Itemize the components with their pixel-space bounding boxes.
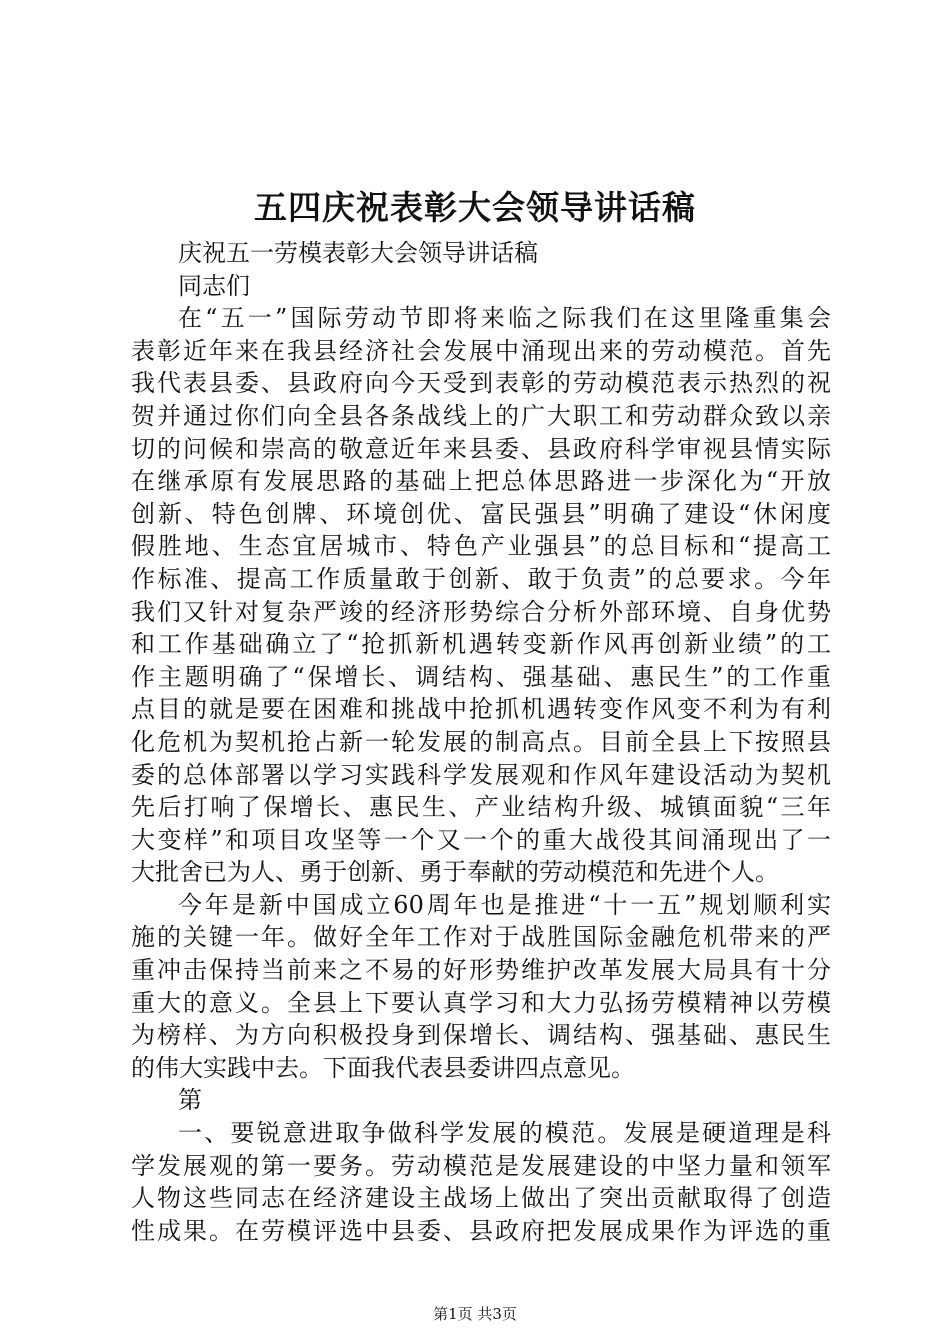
paragraph-line: 人物这些同志在经济建设主战场上做出了突出贡献取得了创造 [131, 1184, 831, 1213]
paragraph-line: 大变样”和项目攻坚等一个又一个的重大战役其间涌现出了一 [131, 825, 831, 854]
paragraph-line: 作标准、提高工作质量敢于创新、敢于负责”的总要求。今年 [131, 564, 831, 593]
paragraph-line: 施的关键一年。做好全年工作对于战胜国际金融危机带来的严 [131, 923, 831, 952]
document-title: 五四庆祝表彰大会领导讲话稿 [254, 188, 696, 227]
paragraph-line: 一、要锐意进取争做科学发展的模范。发展是硬道理是科 [178, 1119, 831, 1148]
paragraph-line: 大批舍已为人、勇于创新、勇于奉献的劳动模范和先进个人。 [131, 858, 779, 887]
salutation-line: 同志们 [178, 271, 250, 300]
paragraph-line: 贺并通过你们向全县各条战线上的广大职工和劳动群众致以亲 [131, 401, 831, 430]
document-body [131, 237, 831, 1247]
paragraph-line: 重冲击保持当前来之不易的好形势维护改革发展大局具有十分 [131, 956, 831, 985]
paragraph-line: 化危机为契机抢占新一轮发展的制高点。目前全县上下按照县 [131, 727, 831, 756]
page-footer: 第1页 共3页 [433, 1305, 517, 1323]
paragraph-line: 为榜样、为方向积极投身到保增长、调结构、强基础、惠民生 [131, 1021, 831, 1050]
paragraph-line: 创新、特色创牌、环境创优、富民强县”明确了建设“休闲度 [131, 499, 831, 528]
paragraph-line: 在“五一”国际劳动节即将来临之际我们在这里隆重集会 [178, 304, 831, 333]
subtitle-line: 庆祝五一劳模表彰大会领导讲话稿 [178, 239, 538, 267]
paragraph-line: 和工作基础确立了“抢抓新机遇转变新作风再创新业绩”的工 [131, 630, 831, 659]
paragraph-line: 学发展观的第一要务。劳动模范是发展建设的中坚力量和领军 [131, 1151, 831, 1180]
paragraph-line: 在继承原有发展思路的基础上把总体思路进一步深化为“开放 [131, 467, 831, 496]
paragraph-line: 的伟大实践中去。下面我代表县委讲四点意见。 [131, 1053, 635, 1082]
paragraph-line: 点目的就是要在困难和挑战中抢抓机遇转变作风变不利为有利 [131, 695, 831, 724]
paragraph-line: 先后打响了保增长、惠民生、产业结构升级、城镇面貌“三年 [131, 793, 831, 822]
paragraph-line: 假胜地、生态宜居城市、特色产业强县”的总目标和“提高工 [131, 532, 831, 561]
paragraph-line: 表彰近年来在我县经济社会发展中涌现出来的劳动模范。首先 [131, 336, 831, 365]
section-marker-line: 第 [178, 1086, 202, 1115]
paragraph-line: 今年是新中国成立60周年也是推进“十一五”规划顺利实 [178, 890, 831, 919]
paragraph-line: 切的问候和崇高的敬意近年来县委、县政府科学审视县情实际 [131, 434, 831, 463]
paragraph-line: 重大的意义。全县上下要认真学习和大力弘扬劳模精神以劳模 [131, 988, 831, 1017]
paragraph-line: 我们又针对复杂严竣的经济形势综合分析外部环境、自身优势 [131, 597, 831, 626]
paragraph-line: 委的总体部署以学习实践科学发展观和作风年建设活动为契机 [131, 760, 831, 789]
paragraph-line: 性成果。在劳模评选中县委、县政府把发展成果作为评选的重 [131, 1216, 831, 1245]
paragraph-line: 作主题明确了“保增长、调结构、强基础、惠民生”的工作重 [131, 662, 831, 691]
paragraph-line: 我代表县委、县政府向今天受到表彰的劳动模范表示热烈的祝 [131, 369, 831, 398]
